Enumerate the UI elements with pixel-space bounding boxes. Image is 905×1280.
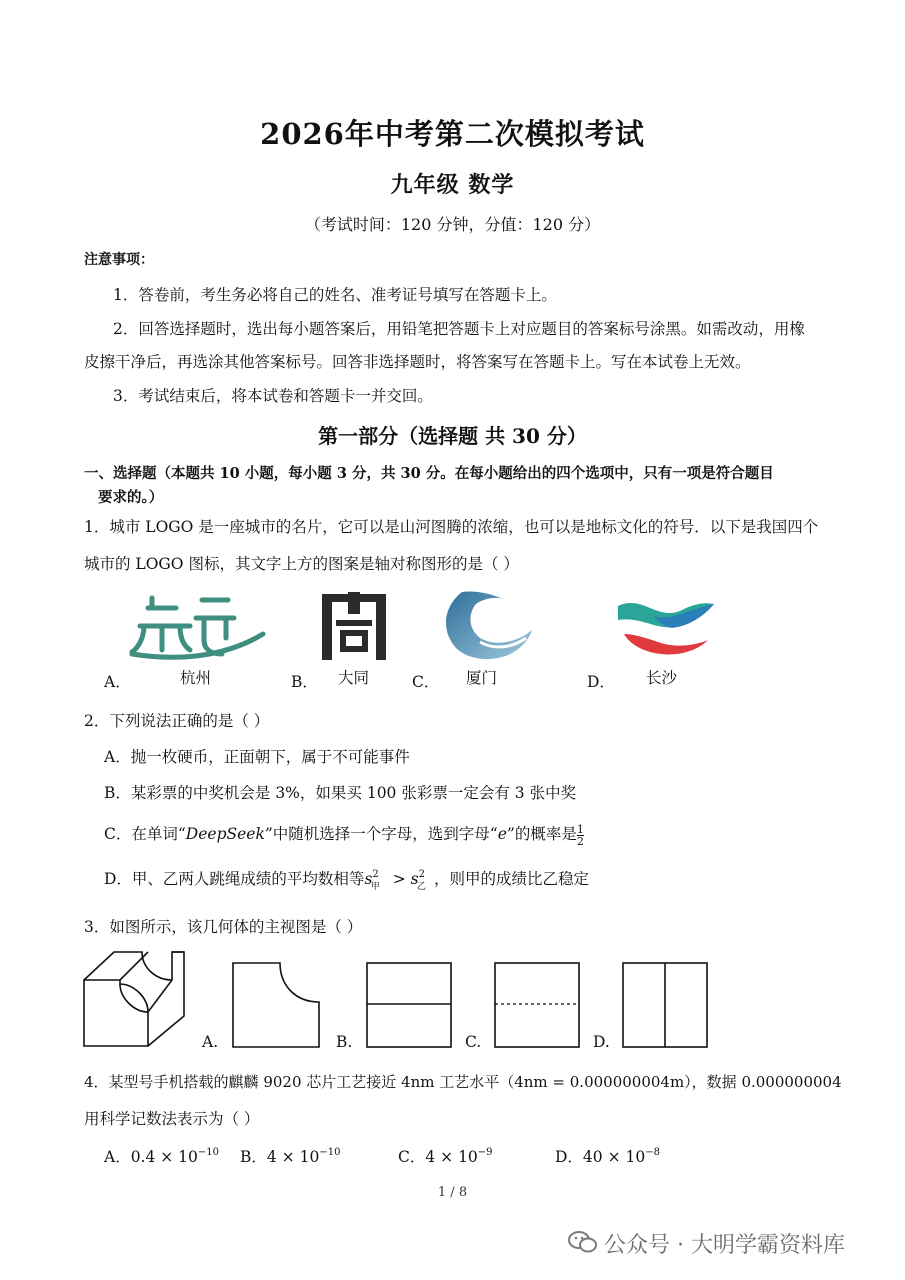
q3-option-d-figure: [622, 962, 708, 1048]
wechat-icon: [568, 1230, 598, 1254]
q3-option-d: D.: [593, 1033, 610, 1051]
q4-line-1: 4．某型号手机搭载的麒麟 9020 芯片工艺接近 4nm 工艺水平（4nm = 0.000000004m），数据 0.000000004: [84, 1073, 842, 1091]
xiamen-logo-icon: [440, 590, 532, 662]
changsha-logo-icon: [614, 596, 716, 660]
q3-option-b: B.: [336, 1033, 353, 1051]
q1-city-c: 厦门: [466, 669, 498, 687]
note-item-3: 3．考试结束后，将本试卷和答题卡一并交回。: [113, 387, 433, 405]
page-subtitle: 九年级 数学: [390, 172, 515, 198]
q1-line-2: 城市的 LOGO 图标，其文字上方的图案是轴对称图形的是（ ）: [84, 555, 519, 573]
q4-line-2: 用科学记数法表示为（ ）: [84, 1110, 260, 1128]
q2-option-a: A．抛一枚硬币，正面朝下，属于不可能事件: [104, 748, 410, 766]
q1-city-b: 大同: [338, 669, 370, 687]
q4-option-d: D．$40 \times 10^{-8}$: [555, 1147, 660, 1166]
q3-solid-figure: [82, 950, 186, 1048]
q3-option-c-figure: [494, 962, 580, 1048]
q1-option-d: D．: [587, 673, 615, 691]
datong-logo-icon: [318, 592, 390, 662]
note-item-1: 1．答卷前，考生务必将自己的姓名、准考证号填写在答题卡上。: [113, 286, 557, 304]
exam-info: （考试时间：120 分钟，分值：120 分）: [304, 215, 601, 234]
q1-city-a: 杭州: [180, 669, 212, 687]
q2-option-b: B．某彩票的中奖机会是 3%，如果买 100 张彩票一定会有 3 张中奖: [104, 784, 577, 802]
page-number: 1 / 8: [437, 1185, 468, 1200]
section-intro-line-2: 要求的。）: [98, 489, 164, 506]
q4-option-b: B．$4 \times 10^{-10}$: [240, 1147, 341, 1166]
q2-stem: 2．下列说法正确的是（ ）: [84, 712, 270, 730]
q1-option-b: B．: [291, 673, 318, 691]
q1-city-d: 长沙: [646, 669, 678, 687]
section-intro-line-1: 一、选择题（本题共 10 小题，每小题 3 分，共 30 分。在每小题给出的四个选项中，只有一项是符合题目: [84, 465, 774, 482]
page-title: 2026年中考第二次模拟考试: [260, 117, 645, 151]
q4-option-a: A．$0.4 \times 10^{-10}$: [104, 1147, 220, 1166]
q1-option-a: A．: [104, 673, 131, 691]
q1-option-c: C．: [412, 673, 440, 691]
section-title: 第一部分（选择题 共 30 分）: [318, 424, 587, 448]
q3-option-c: C.: [465, 1033, 482, 1051]
q2-option-c-letter: e: [497, 825, 507, 843]
watermark-text: 公众号 · 大明学霸资料库: [604, 1233, 845, 1258]
q2-option-d: D．甲、乙两人跳绳成绩的平均数相等$s^2_甲 > s^2_乙$ ，则甲的成绩比乙稳定: [104, 869, 590, 892]
q2-option-c: C．在单词“DeepSeek”中随机选择一个字母，选到字母“e”的概率是 $\frac{1}{2}$: [104, 822, 584, 848]
q3-option-a: A.: [202, 1033, 219, 1051]
note-item-2-line-2: 皮擦干净后，再选涂其他答案标号。回答非选择题时，将答案写在答题卡上。写在本试卷上无效。: [84, 353, 751, 371]
fraction-one-half: $\frac{1}{2}$: [576, 822, 584, 848]
q3-stem: 3．如图所示，该几何体的主视图是（ ）: [84, 918, 363, 936]
hangzhou-logo-icon: [130, 594, 265, 660]
q3-option-b-figure: [366, 962, 452, 1048]
q1-line-1: 1．城市 LOGO 是一座城市的名片，它可以是山河图腾的浓缩，也可以是地标文化的符号．以下是我国四个: [84, 518, 819, 536]
q4-option-c: C．$4 \times 10^{-9}$: [398, 1147, 493, 1166]
notes-heading: 注意事项：: [84, 252, 154, 268]
note-item-2-line-1: 2．回答选择题时，选出每小题答案后，用铅笔把答题卡上对应题目的答案标号涂黑。如需改动，用橡: [113, 320, 805, 338]
q3-option-a-figure: [232, 962, 320, 1048]
q2-option-c-word: DeepSeek: [185, 825, 265, 843]
